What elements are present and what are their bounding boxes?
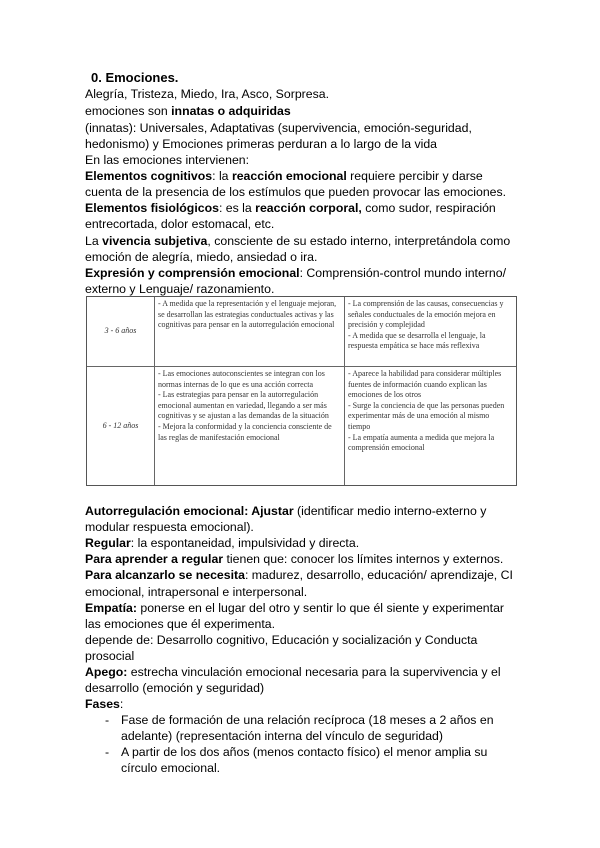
list-dash: -: [105, 745, 110, 759]
text-line: Regular: la espontaneidad, impulsividad y directa.: [85, 536, 360, 550]
text-line: externo y Lenguaje/ razonamiento.: [85, 282, 275, 296]
text-line: Autorregulación emocional: Ajustar (identificar medio interno-externo y: [85, 504, 487, 518]
text-line: desarrollo (emoción y seguridad): [85, 681, 265, 695]
development-table-image: [86, 296, 517, 486]
list-item: A partir de los dos años (menos contacto físico) el menor amplia su: [121, 745, 488, 759]
text-line: hedonismo) y Emociones primeras perduran a lo largo de la vida: [85, 137, 438, 151]
text-line: La vivencia subjetiva, consciente de su estado interno, interpretándola como: [85, 234, 511, 248]
text-line: emocional, intrapersonal e interpersonal.: [85, 585, 308, 599]
table-cell: - La comprensión de las causas, consecuencias y señales conductuales de la emoción mejora en precisión y complejidad - A medida que se desarrolla el lenguaje, la respuesta empática se hace más reflexiva: [348, 299, 504, 351]
text-line: Expresión y comprensión emocional: Comprensión-control mundo interno/: [85, 266, 506, 280]
text-line: Elementos cognitivos: la reacción emocional requiere percibir y darse: [85, 169, 483, 183]
age-cell: 6 - 12 años: [87, 367, 155, 485]
section-title: 0. Emociones.: [91, 70, 179, 85]
text-line: (innatas): Universales, Adaptativas (supervivencia, emoción-seguridad,: [85, 121, 472, 135]
list-dash: -: [105, 713, 110, 727]
text-line: Apego: estrecha vinculación emocional necesaria para la supervivencia y el: [85, 665, 501, 679]
text-line: Alegría, Tristeza, Miedo, Ira, Asco, Sorpresa.: [85, 87, 329, 101]
text-line: emoción de alegría, miedo, ansiedad o ira.: [85, 250, 318, 264]
text-line: Empatía: ponerse en el lugar del otro y sentir lo que él siente y experimentar: [85, 601, 505, 615]
table-cell: - Aparece la habilidad para considerar múltiples fuentes de información cuando explican las emociones de los otros - Surge la conciencia de que las personas pueden experimentar más de una emoción al mismo tiempo - La empatía aumenta a medida que mejora la comprensión emocional: [348, 369, 505, 453]
text-line: En las emociones intervienen:: [85, 153, 250, 167]
list-item: círculo emocional.: [121, 761, 221, 775]
text-line: Fases:: [85, 697, 124, 711]
table-row: [87, 297, 516, 367]
table-cell: - A medida que la representación y el lenguaje mejoran, se desarrollan las estrategias conductuales activas y las cognitivas para pensar en la autorregulación emocional: [155, 297, 345, 366]
text-line: cuenta de la presencia de los estímulos que pueden provocar las emociones.: [85, 185, 507, 199]
text-line: las emociones que él experimenta.: [85, 617, 276, 631]
table-row: [87, 367, 516, 485]
text-line: emociones son innatas o adquiridas: [85, 104, 291, 118]
text-line: prosocial: [85, 649, 135, 663]
age-cell: 3 - 6 años: [87, 297, 155, 366]
table-cell: - Las emociones autoconscientes se integran con los normas internas de lo que es una acción correcta - Las estrategias para pensar en la autorregulación emocional aumentan en variedad, llegando a ser más cognitivas y se ajustan a las demandas de la situación - Mejora la conformidad y la conciencia consciente de las reglas de manifestación emocional: [155, 367, 345, 485]
text-line: entrecortada, dolor estomacal, etc.: [85, 217, 275, 231]
text-line: Para aprender a regular tienen que: conocer los límites internos y externos.: [85, 552, 504, 566]
text-line: depende de: Desarrollo cognitivo, Educación y socialización y Conducta: [85, 633, 478, 647]
list-item: Fase de formación de una relación recíproca (18 meses a 2 años en: [121, 713, 494, 727]
text-line: Para alcanzarlo se necesita: madurez, desarrollo, educación/ aprendizaje, CI: [85, 568, 513, 582]
text-line: Elementos fisiológicos: es la reacción corporal, como sudor, respiración: [85, 201, 496, 215]
list-item: adelante) (representación interna del vínculo de seguridad): [121, 729, 443, 743]
text-line: modular respuesta emocional).: [85, 520, 254, 534]
